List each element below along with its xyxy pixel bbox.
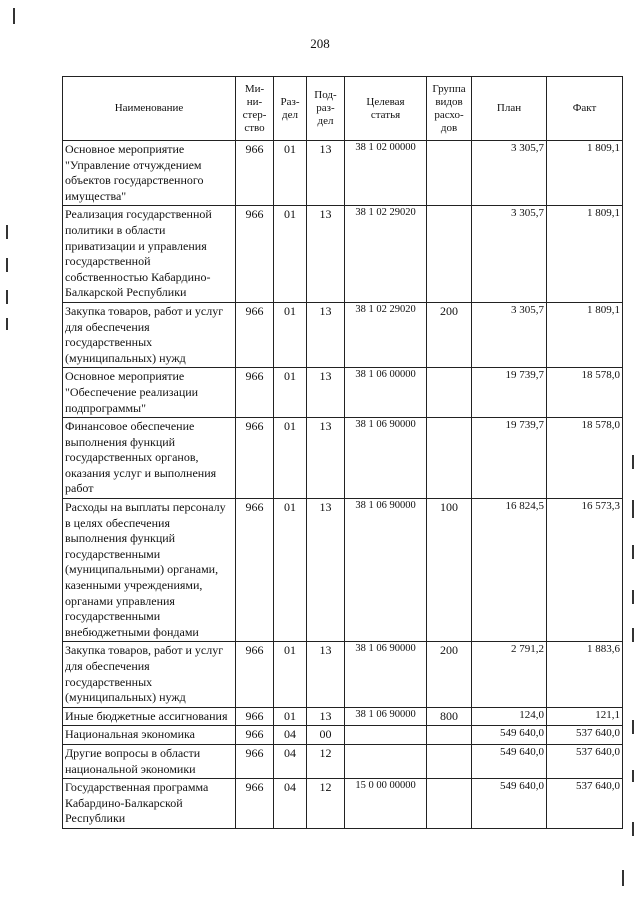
cell-fact: 1 809,1 (547, 302, 623, 367)
cell-section: 01 (274, 642, 307, 707)
cell-section: 01 (274, 368, 307, 418)
cell-ministry: 966 (236, 206, 274, 303)
budget-table (62, 76, 623, 829)
table-row (63, 302, 623, 367)
cell-subsection: 12 (307, 744, 345, 778)
header-expense-group: Группа видов расхо- дов (427, 77, 472, 141)
cell-expense-group (427, 726, 472, 745)
cell-ministry: 966 (236, 368, 274, 418)
cell-ministry: 966 (236, 499, 274, 642)
cell-target: 15 0 00 00000 (345, 779, 427, 829)
cell-name: Государственная программа Кабардино-Балкарской Республики (63, 779, 236, 829)
cell-target: 38 1 06 90000 (345, 642, 427, 707)
cell-expense-group (427, 206, 472, 303)
cell-plan: 19 739,7 (472, 368, 547, 418)
cell-subsection: 13 (307, 141, 345, 206)
cell-section: 04 (274, 726, 307, 745)
scan-mark (632, 590, 634, 604)
cell-target: 38 1 06 90000 (345, 707, 427, 726)
cell-fact: 18 578,0 (547, 368, 623, 418)
table-row (63, 418, 623, 499)
cell-fact: 16 573,3 (547, 499, 623, 642)
cell-name: Закупка товаров, работ и услуг для обеспечения государственных (муниципальных) нужд (63, 642, 236, 707)
cell-section: 04 (274, 779, 307, 829)
table-row (63, 726, 623, 745)
cell-target (345, 726, 427, 745)
cell-expense-group (427, 141, 472, 206)
cell-name: Иные бюджетные ассигнования (63, 707, 236, 726)
cell-expense-group (427, 744, 472, 778)
scan-mark (632, 545, 634, 559)
cell-fact: 537 640,0 (547, 779, 623, 829)
header-plan: План (472, 77, 547, 141)
cell-section: 04 (274, 744, 307, 778)
cell-plan: 16 824,5 (472, 499, 547, 642)
cell-name: Основное мероприятие "Обеспечение реализации подпрограммы" (63, 368, 236, 418)
scan-mark (6, 258, 8, 272)
cell-ministry: 966 (236, 779, 274, 829)
cell-subsection: 13 (307, 418, 345, 499)
scan-mark (632, 770, 634, 782)
cell-ministry: 966 (236, 302, 274, 367)
scan-mark (632, 822, 634, 836)
table-body (63, 141, 623, 829)
scan-mark (6, 290, 8, 304)
cell-expense-group: 200 (427, 302, 472, 367)
cell-target: 38 1 02 00000 (345, 141, 427, 206)
cell-subsection: 13 (307, 499, 345, 642)
cell-target: 38 1 06 00000 (345, 368, 427, 418)
cell-section: 01 (274, 302, 307, 367)
table-row (63, 141, 623, 206)
cell-fact: 1 883,6 (547, 642, 623, 707)
cell-plan: 3 305,7 (472, 141, 547, 206)
cell-name: Другие вопросы в области национальной экономики (63, 744, 236, 778)
header-name: Наименование (63, 77, 236, 141)
cell-plan: 19 739,7 (472, 418, 547, 499)
cell-name: Расходы на выплаты персоналу в целях обеспечения выполнения функций государственными (муниципальными) органами, казенными учреждениями, органами управления государственными внебюджетными фондами (63, 499, 236, 642)
cell-fact: 121,1 (547, 707, 623, 726)
cell-target (345, 744, 427, 778)
cell-subsection: 13 (307, 707, 345, 726)
cell-expense-group: 800 (427, 707, 472, 726)
scan-mark (13, 8, 15, 24)
cell-expense-group: 100 (427, 499, 472, 642)
scan-mark (6, 225, 8, 239)
cell-subsection: 13 (307, 368, 345, 418)
scan-mark (622, 870, 624, 886)
scan-mark (632, 720, 634, 734)
table-row (63, 368, 623, 418)
cell-plan: 549 640,0 (472, 744, 547, 778)
cell-subsection: 12 (307, 779, 345, 829)
cell-fact: 18 578,0 (547, 418, 623, 499)
table-row (63, 779, 623, 829)
cell-expense-group (427, 368, 472, 418)
cell-ministry: 966 (236, 726, 274, 745)
cell-fact: 1 809,1 (547, 141, 623, 206)
cell-name: Финансовое обеспечение выполнения функций государственных органов, оказания услуг и выполнения работ (63, 418, 236, 499)
cell-target: 38 1 06 90000 (345, 499, 427, 642)
cell-expense-group: 200 (427, 642, 472, 707)
cell-subsection: 13 (307, 642, 345, 707)
cell-plan: 549 640,0 (472, 726, 547, 745)
cell-ministry: 966 (236, 744, 274, 778)
scan-mark (632, 455, 634, 469)
cell-ministry: 966 (236, 707, 274, 726)
table-row (63, 744, 623, 778)
header-fact: Факт (547, 77, 623, 141)
table-row (63, 707, 623, 726)
page-number: 208 (310, 36, 330, 51)
cell-section: 01 (274, 499, 307, 642)
cell-plan: 124,0 (472, 707, 547, 726)
header-target: Целевая статья (345, 77, 427, 141)
cell-plan: 2 791,2 (472, 642, 547, 707)
cell-plan: 3 305,7 (472, 206, 547, 303)
scan-mark (632, 628, 634, 642)
cell-target: 38 1 06 90000 (345, 418, 427, 499)
header-subsection: Под- раз- дел (307, 77, 345, 141)
cell-name: Основное мероприятие "Управление отчуждением объектов государственного имущества" (63, 141, 236, 206)
cell-fact: 537 640,0 (547, 744, 623, 778)
cell-ministry: 966 (236, 642, 274, 707)
header-section: Раз- дел (274, 77, 307, 141)
cell-section: 01 (274, 141, 307, 206)
cell-plan: 3 305,7 (472, 302, 547, 367)
table-row (63, 642, 623, 707)
cell-name: Национальная экономика (63, 726, 236, 745)
scan-mark (632, 500, 634, 518)
cell-section: 01 (274, 206, 307, 303)
cell-section: 01 (274, 418, 307, 499)
table-row (63, 499, 623, 642)
cell-subsection: 00 (307, 726, 345, 745)
cell-subsection: 13 (307, 206, 345, 303)
cell-target: 38 1 02 29020 (345, 302, 427, 367)
cell-ministry: 966 (236, 418, 274, 499)
cell-target: 38 1 02 29020 (345, 206, 427, 303)
table-header-row (63, 77, 623, 141)
cell-plan: 549 640,0 (472, 779, 547, 829)
cell-section: 01 (274, 707, 307, 726)
cell-expense-group (427, 779, 472, 829)
cell-name: Реализация государственной политики в области приватизации и управления государственной собственностью Кабардино-Балкарской Республики (63, 206, 236, 303)
cell-expense-group (427, 418, 472, 499)
scan-mark (6, 318, 8, 330)
cell-fact: 1 809,1 (547, 206, 623, 303)
cell-name: Закупка товаров, работ и услуг для обеспечения государственных (муниципальных) нужд (63, 302, 236, 367)
cell-fact: 537 640,0 (547, 726, 623, 745)
cell-subsection: 13 (307, 302, 345, 367)
header-ministry: Ми- ни- стер- ство (236, 77, 274, 141)
table-row (63, 206, 623, 303)
cell-ministry: 966 (236, 141, 274, 206)
